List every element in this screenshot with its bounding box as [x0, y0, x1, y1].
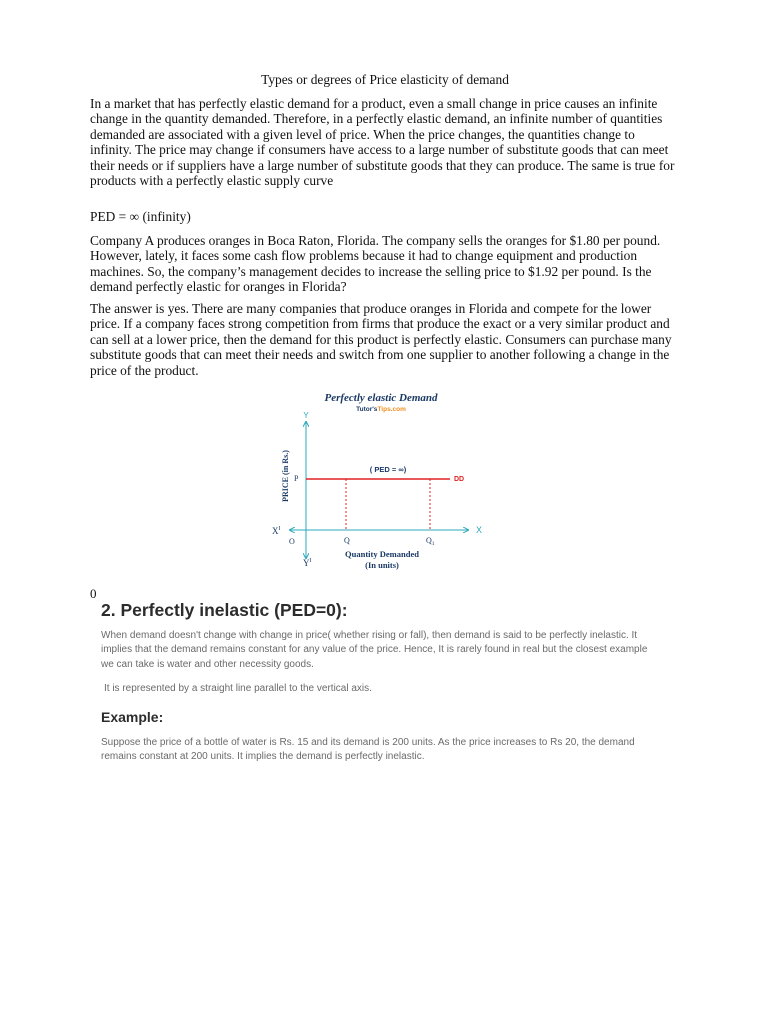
x-axis-title-line1: Quantity Demanded	[345, 549, 419, 559]
x-prime-text: X	[272, 526, 279, 536]
document-title: Types or degrees of Price elasticity of demand	[261, 72, 509, 87]
figure-brand	[356, 406, 406, 413]
quantity-q1-label	[426, 536, 435, 547]
figure-title: Perfectly elastic Demand	[324, 392, 438, 404]
example-body: Suppose the price of a bottle of water is Rs. 15 and its demand is 200 units. As the price increases to Rs 20, the demand remains constant at 200 units. It implies the demand is perfectly inelastic.	[101, 737, 635, 763]
y-axis-title: PRICE (in Rs.)	[281, 450, 290, 502]
x-prime-sup: I	[278, 526, 281, 532]
quantity-q-label: Q	[344, 536, 350, 545]
price-p-label: P	[294, 474, 299, 483]
example-heading: Example:	[101, 709, 164, 725]
paragraph-answer: The answer is yes. There are many companies that produce oranges in Florida and compete for the lower price. If a company faces strong competition from firms that produce the exact or a very similar product and can sell at a lower price, then the demand for this product is perfectly elastic. Consumers can purchase many substitute goods that can meet their needs and switch from one supplier to another following a change in the price of the product.	[90, 301, 672, 378]
inelastic-representation: It is represented by a straight line parallel to the vertical axis.	[104, 683, 372, 694]
perfectly-elastic-demand-figure	[262, 388, 492, 574]
origin-label: O	[289, 537, 295, 546]
brand-tutors: Tutor's	[356, 406, 378, 413]
q1-sub: 1	[431, 541, 435, 547]
dd-label: DD	[454, 476, 465, 483]
elastic-demand-diagram	[262, 388, 492, 574]
y-prime-text: Y	[303, 558, 310, 568]
x-label: X	[476, 525, 483, 535]
y-prime-label	[303, 558, 312, 568]
inelastic-description: When demand doesn't change with change in price( whether rising or fall), then demand is said to be perfectly inelastic. It implies that the demand remains constant for any value of the price. Hence, It is rarely found in real but the closest example we can take is water and other necessity goods.	[101, 630, 648, 670]
zero-marker: 0	[90, 586, 97, 601]
q1-text: Q	[426, 536, 432, 545]
section-heading-perfectly-inelastic: 2. Perfectly inelastic (PED=0):	[101, 600, 348, 620]
y-prime-sup: I	[309, 558, 312, 564]
x-axis-title-line2: (In units)	[365, 560, 399, 570]
paragraph-elastic-definition: In a market that has perfectly elastic demand for a product, even a small change in price causes an infinite change in the quantity demanded. Therefore, in a perfectly elastic demand, an infinite number of quantities demanded are associated with a given level of price. When the price changes, the quantities change to infinity. The price may change if consumers have access to a large number of substitute goods that can meet their needs or if suppliers have a large number of substitute goods that they can produce. The same is true for products with a perfectly elastic supply curve	[90, 96, 675, 189]
ped-formula: PED = ∞ (infinity)	[90, 209, 191, 224]
ped-infinity-label: ( PED = ∞)	[369, 465, 407, 474]
x-prime-label	[272, 526, 281, 536]
brand-tips: Tips.com	[377, 406, 406, 413]
y-label: Y	[303, 411, 309, 420]
paragraph-company-example: Company A produces oranges in Boca Raton, Florida. The company sells the oranges for $1.80 per pound. However, lately, it faces some cash flow problems because it had to change equipment and production machines. So, the company’s management decides to increase the selling price to $1.92 per pound. Is the demand perfectly elastic for oranges in Florida?	[90, 233, 661, 295]
